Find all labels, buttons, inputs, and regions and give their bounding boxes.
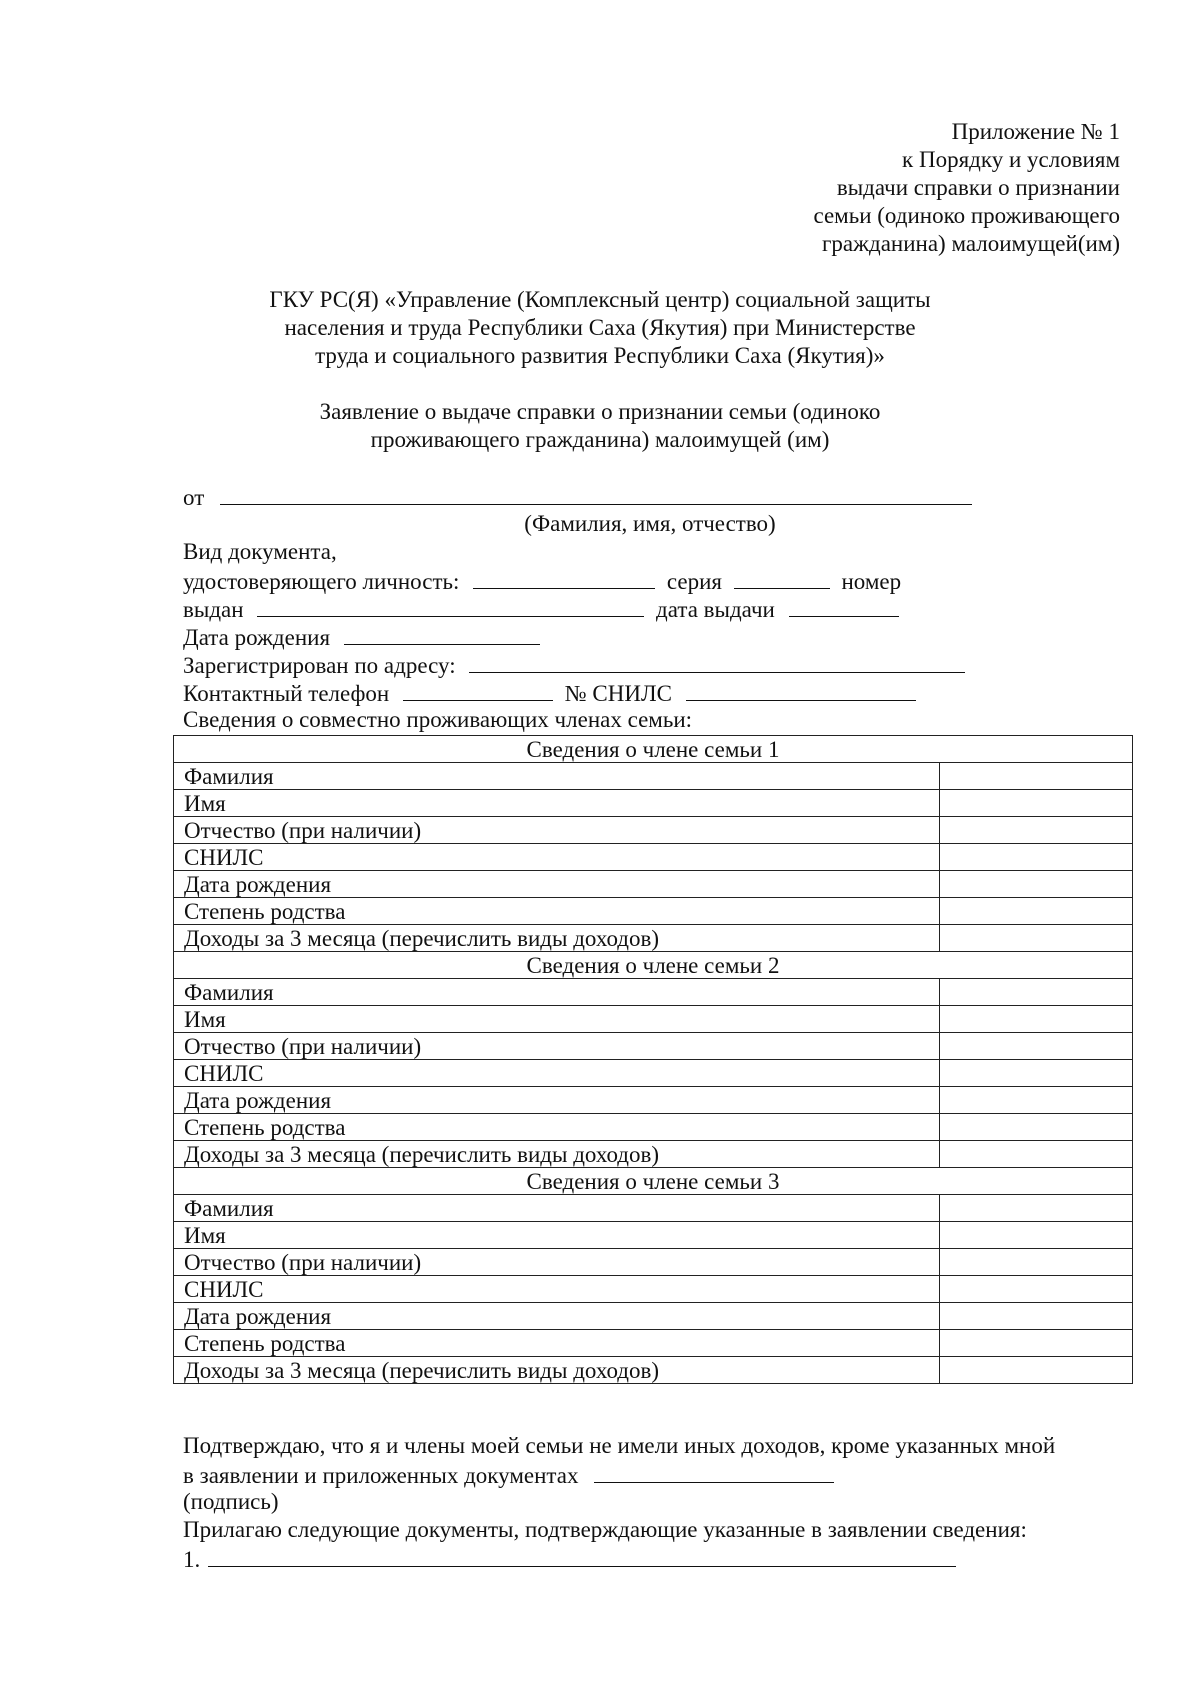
row-label: Дата рождения xyxy=(174,1303,940,1330)
value-cell[interactable] xyxy=(940,1195,1133,1222)
signature-field[interactable] xyxy=(594,1460,834,1483)
value-cell[interactable] xyxy=(940,1087,1133,1114)
signature-caption: (подпись) xyxy=(183,1489,279,1514)
birth-date-row xyxy=(183,622,540,652)
table-row xyxy=(174,925,1133,952)
address-label: Зарегистрирован по адресу: xyxy=(183,653,456,678)
row-label: Отчество (при наличии) xyxy=(174,1033,940,1060)
row-label: СНИЛС xyxy=(174,1276,940,1303)
table-row xyxy=(174,1006,1133,1033)
number-label: номер xyxy=(841,569,902,594)
value-cell[interactable] xyxy=(940,1006,1133,1033)
member-header: Сведения о члене семьи 3 xyxy=(174,1168,1133,1195)
confirmation-row xyxy=(183,1460,834,1490)
row-label: Фамилия xyxy=(174,1195,940,1222)
member-header: Сведения о члене семьи 1 xyxy=(174,736,1133,763)
value-cell[interactable] xyxy=(940,1357,1133,1384)
value-cell[interactable] xyxy=(940,871,1133,898)
organization-line: ГКУ РС(Я) «Управление (Комплексный центр) социальной защиты xyxy=(269,287,931,312)
member-header: Сведения о члене семьи 2 xyxy=(174,952,1133,979)
birth-date-label: Дата рождения xyxy=(183,625,331,650)
row-label: СНИЛС xyxy=(174,844,940,871)
table-row xyxy=(174,1222,1133,1249)
issue-date-field[interactable] xyxy=(789,594,899,617)
organization-line: населения и труда Республики Саха (Якутия) при Министерстве xyxy=(284,315,916,340)
birth-date-field[interactable] xyxy=(344,622,540,645)
value-cell[interactable] xyxy=(940,979,1133,1006)
confirmation-line-1: Подтверждаю, что я и члены моей семьи не имели иных доходов, кроме указанных мной xyxy=(183,1433,1056,1458)
value-cell[interactable] xyxy=(940,1303,1133,1330)
table-row xyxy=(174,790,1133,817)
row-label: Дата рождения xyxy=(174,1087,940,1114)
identity-row xyxy=(183,566,901,596)
series-field[interactable] xyxy=(734,566,830,589)
attachment-row xyxy=(183,1544,956,1574)
table-row xyxy=(174,871,1133,898)
table-row xyxy=(174,1357,1133,1384)
value-cell[interactable] xyxy=(940,1114,1133,1141)
row-label: Степень родства xyxy=(174,1330,940,1357)
row-label: Доходы за 3 месяца (перечислить виды доходов) xyxy=(174,925,940,952)
row-label: Имя xyxy=(174,1006,940,1033)
phone-label: Контактный телефон xyxy=(183,681,390,706)
row-label: Имя xyxy=(174,1222,940,1249)
appendix-line: гражданина) малоимущей(им) xyxy=(821,231,1120,256)
value-cell[interactable] xyxy=(940,925,1133,952)
identity-label: удостоверяющего личность: xyxy=(183,569,460,594)
phone-field[interactable] xyxy=(403,678,553,701)
value-cell[interactable] xyxy=(940,1222,1133,1249)
row-label: Степень родства xyxy=(174,898,940,925)
appendix-line: семьи (одиноко проживающего xyxy=(813,203,1120,228)
table-row xyxy=(174,1060,1133,1087)
value-cell[interactable] xyxy=(940,763,1133,790)
table-row xyxy=(174,763,1133,790)
table-row xyxy=(174,1249,1133,1276)
table-row xyxy=(174,1195,1133,1222)
row-label: Степень родства xyxy=(174,1114,940,1141)
member-header-row xyxy=(174,952,1133,979)
issued-by-field[interactable] xyxy=(257,594,644,617)
table-row xyxy=(174,979,1133,1006)
row-label: Отчество (при наличии) xyxy=(174,817,940,844)
issue-date-label: дата выдачи xyxy=(656,597,775,622)
table-row xyxy=(174,817,1133,844)
table-row xyxy=(174,1141,1133,1168)
value-cell[interactable] xyxy=(940,1141,1133,1168)
confirmation-line-2: в заявлении и приложенных документах xyxy=(183,1463,579,1488)
attachment-item-number: 1. xyxy=(183,1547,201,1572)
appendix-line: Приложение № 1 xyxy=(951,119,1120,144)
value-cell[interactable] xyxy=(940,898,1133,925)
row-label: Доходы за 3 месяца (перечислить виды доходов) xyxy=(174,1357,940,1384)
appendix-line: к Порядку и условиям xyxy=(902,147,1120,172)
fio-field[interactable] xyxy=(220,482,972,505)
row-label: СНИЛС xyxy=(174,1060,940,1087)
value-cell[interactable] xyxy=(940,1330,1133,1357)
series-label: серия xyxy=(666,569,722,594)
family-info-label: Сведения о совместно проживающих членах семьи: xyxy=(183,707,693,732)
issued-label: выдан xyxy=(183,597,244,622)
attachment-field[interactable] xyxy=(208,1544,956,1567)
fio-caption: (Фамилия, имя, отчество) xyxy=(524,511,776,536)
row-label: Фамилия xyxy=(174,979,940,1006)
title-line: Заявление о выдаче справки о признании семьи (одиноко xyxy=(319,399,881,424)
value-cell[interactable] xyxy=(940,844,1133,871)
snils-label: № СНИЛС xyxy=(564,681,672,706)
issued-row xyxy=(183,594,899,624)
row-label: Доходы за 3 месяца (перечислить виды доходов) xyxy=(174,1141,940,1168)
table-row xyxy=(174,1087,1133,1114)
value-cell[interactable] xyxy=(940,817,1133,844)
row-label: Отчество (при наличии) xyxy=(174,1249,940,1276)
row-label: Дата рождения xyxy=(174,871,940,898)
value-cell[interactable] xyxy=(940,1276,1133,1303)
phone-row xyxy=(183,678,916,708)
address-row xyxy=(183,650,965,680)
value-cell[interactable] xyxy=(940,1033,1133,1060)
family-members-table xyxy=(173,735,1133,1384)
table-row xyxy=(174,898,1133,925)
snils-field[interactable] xyxy=(686,678,916,701)
table-row xyxy=(174,1114,1133,1141)
table-row xyxy=(174,1033,1133,1060)
table-row xyxy=(174,1303,1133,1330)
table-row xyxy=(174,1276,1133,1303)
value-cell[interactable] xyxy=(940,1249,1133,1276)
address-field[interactable] xyxy=(469,650,965,673)
appendix-line: выдачи справки о признании xyxy=(836,175,1120,200)
doc-type-label: Вид документа, xyxy=(183,539,337,564)
table-row xyxy=(174,1330,1133,1357)
value-cell[interactable] xyxy=(940,790,1133,817)
member-header-row xyxy=(174,736,1133,763)
from-label: от xyxy=(183,485,205,510)
identity-doc-field[interactable] xyxy=(473,566,655,589)
member-header-row xyxy=(174,1168,1133,1195)
title-line: проживающего гражданина) малоимущей (им) xyxy=(370,427,830,452)
table-row xyxy=(174,844,1133,871)
from-row xyxy=(183,482,972,512)
row-label: Имя xyxy=(174,790,940,817)
organization-line: труда и социального развития Республики Саха (Якутия)» xyxy=(315,343,885,368)
row-label: Фамилия xyxy=(174,763,940,790)
value-cell[interactable] xyxy=(940,1060,1133,1087)
attachments-label: Прилагаю следующие документы, подтверждающие указанные в заявлении сведения: xyxy=(183,1517,1027,1542)
